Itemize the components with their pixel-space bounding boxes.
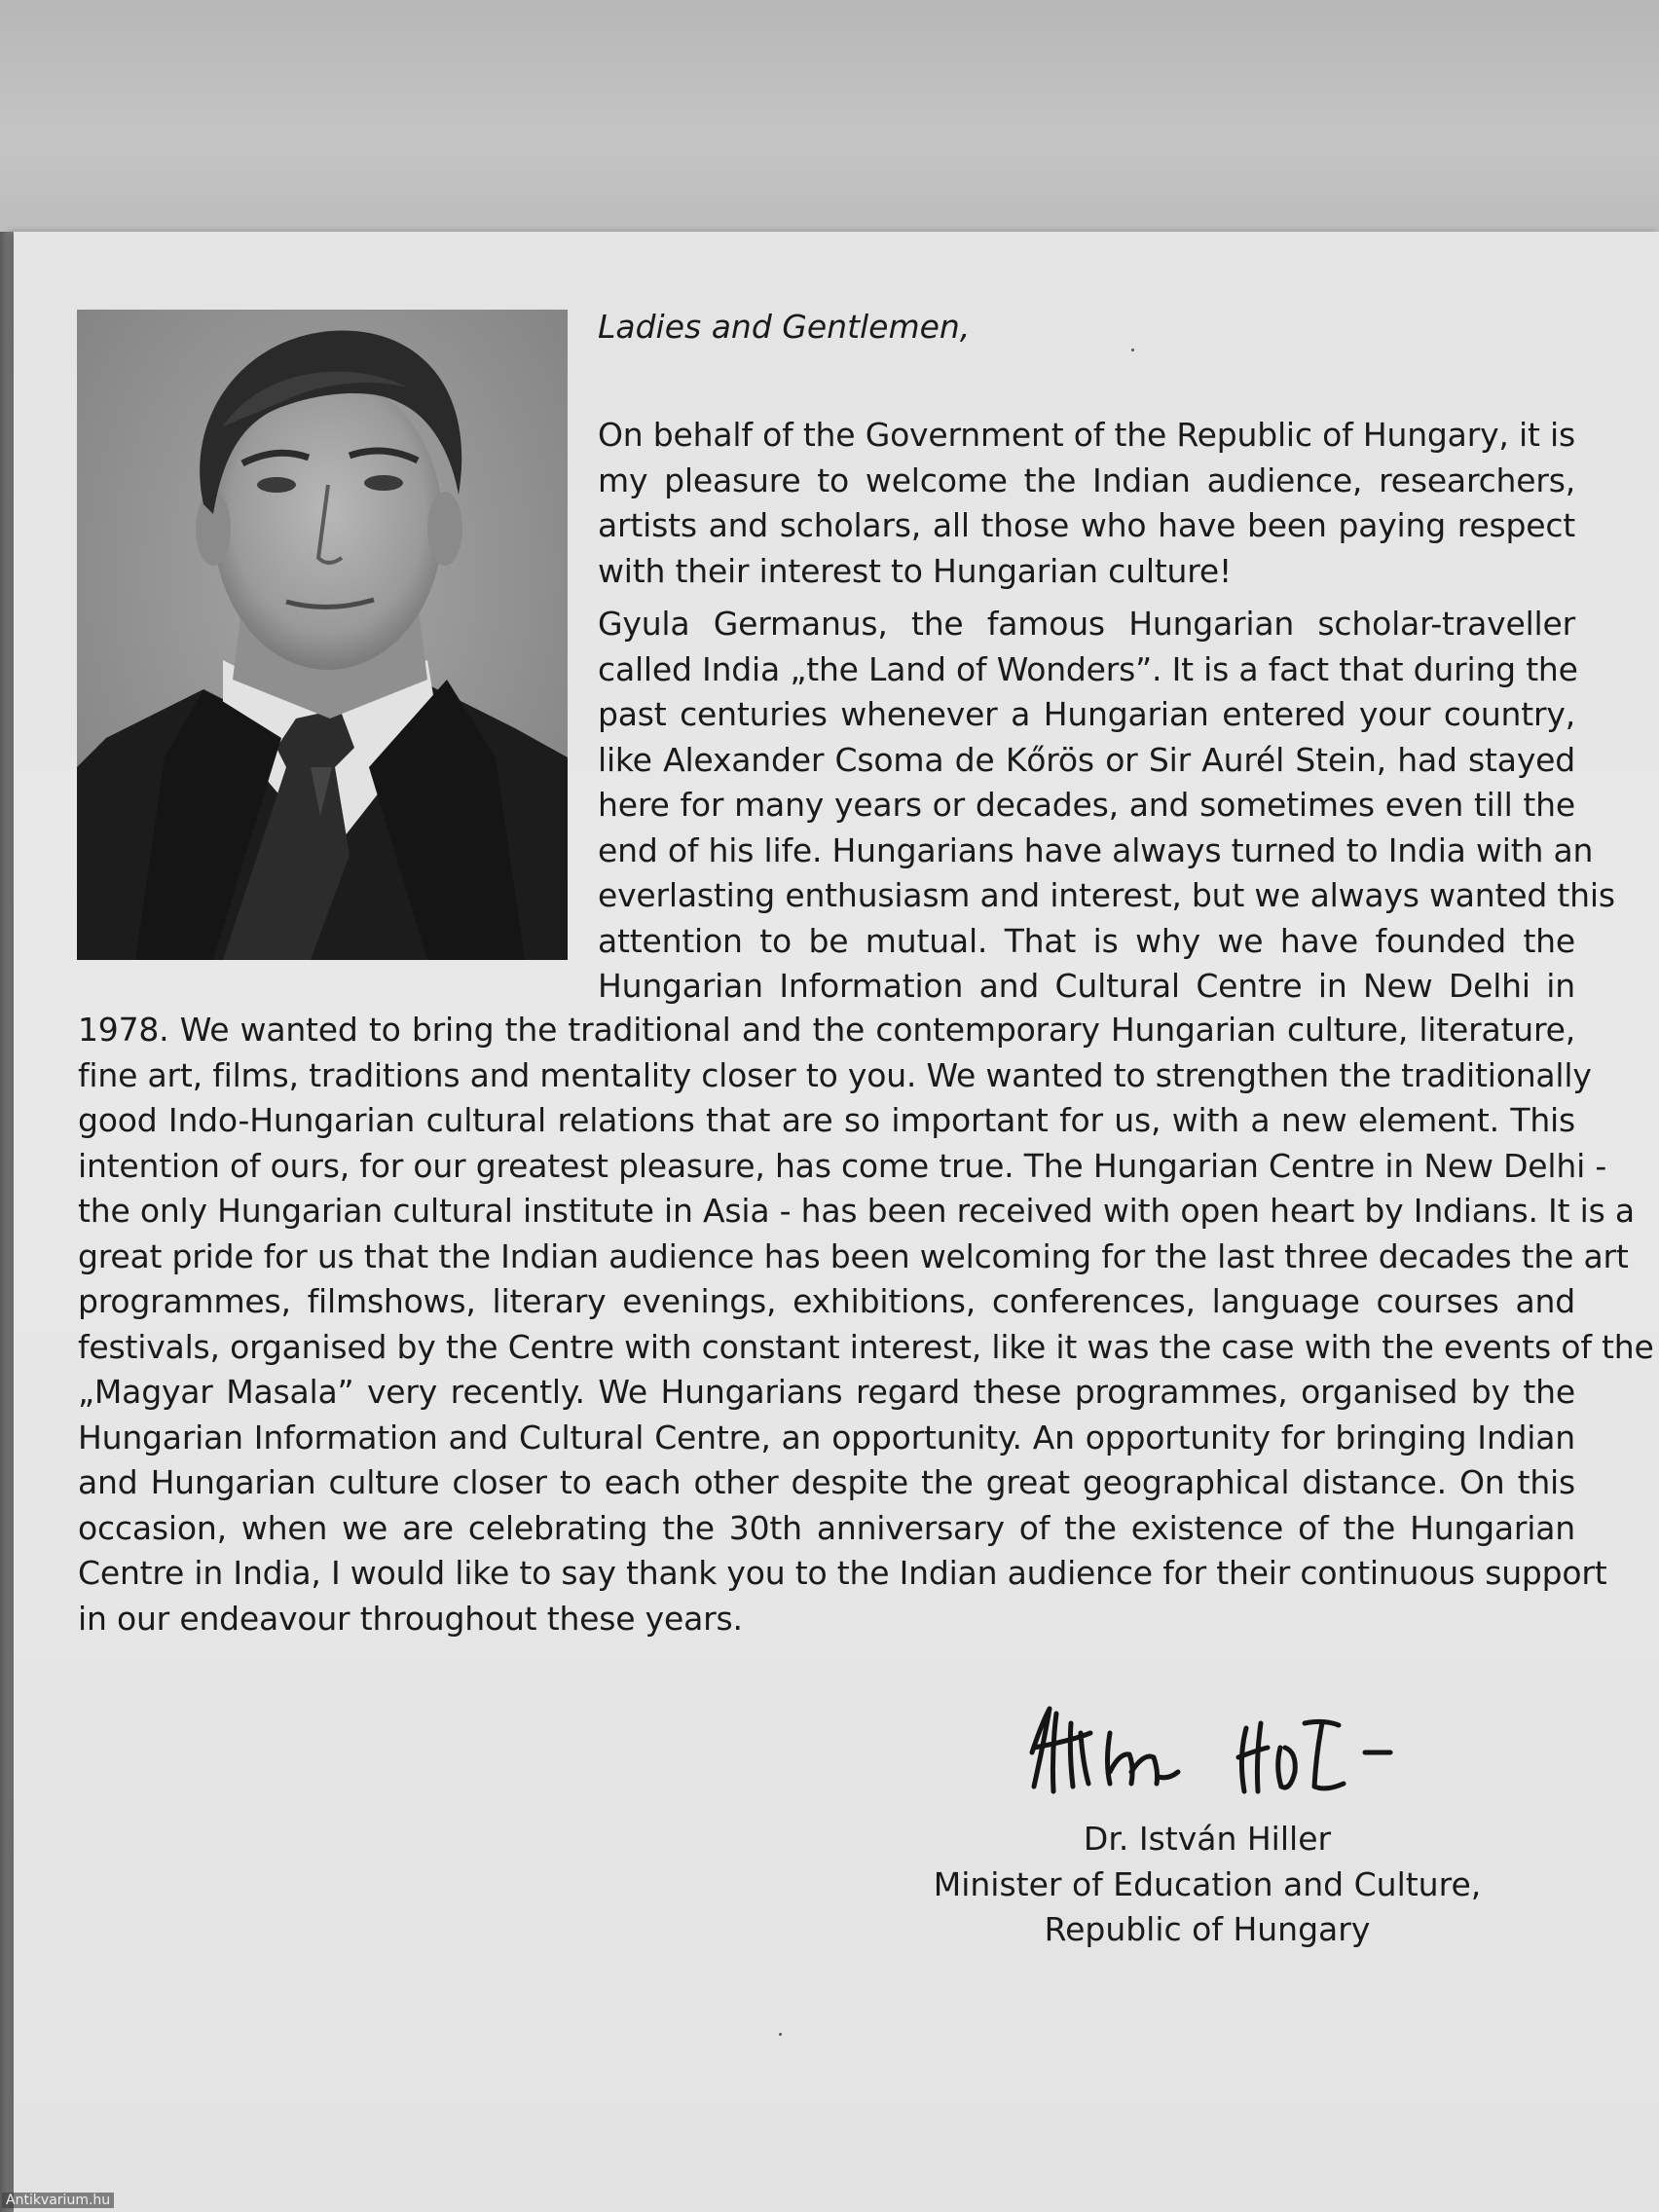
text-line: everlasting enthusiasm and interest, but we always wanted this: [598, 876, 1615, 914]
watermark: Antikvarium.hu: [2, 2193, 114, 2208]
text-line: „Magyar Masala” very recently. We Hungarians regard these programmes, organised by the: [78, 1373, 1575, 1411]
text-line: 1978. We wanted to bring the traditional and the contemporary Hungarian culture, literature,: [78, 1011, 1575, 1049]
text-line: called India „the Land of Wonders”. It is a fact that during the: [598, 649, 1578, 688]
text-line: Hungarian Information and Cultural Centre in New Delhi in: [598, 967, 1575, 1005]
paragraph-2: [598, 602, 1615, 1010]
text-line: occasion, when we are celebrating the 30th anniversary of the existence of the Hungarian: [78, 1508, 1575, 1547]
text-line: intention of ours, for our greatest pleasure, has come true. The Hungarian Centre in New Delhi -: [78, 1146, 1607, 1185]
text-line: like Alexander Csoma de Kőrös or Sir Aurél Stein, had stayed: [598, 740, 1575, 779]
book-spine-edge: [0, 232, 14, 2212]
text-line: end of his life. Hungarians have always turned to India with an: [598, 830, 1594, 869]
text-line: festivals, organised by the Centre with constant interest, like it was the case with the events of the: [78, 1327, 1654, 1366]
paper-speck: [1131, 349, 1134, 351]
signature-block: [866, 1817, 1548, 1953]
salutation: Ladies and Gentlemen,: [598, 308, 971, 346]
text-line: the only Hungarian cultural institute in Asia - has been received with open heart by Indians. It is a: [78, 1192, 1635, 1230]
text-line: here for many years or decades, and sometimes even till the: [598, 786, 1575, 824]
text-line: my pleasure to welcome the Indian audience, researchers,: [598, 461, 1575, 499]
text-line: Hungarian Information and Cultural Centre, an opportunity. An opportunity for bringing Indian: [78, 1418, 1575, 1456]
text-line: great pride for us that the Indian audience has been welcoming for the last three decades the art: [78, 1236, 1629, 1275]
handwritten-signature: [1013, 1694, 1441, 1811]
text-line: with their interest to Hungarian culture!: [598, 551, 1233, 590]
text-line: attention to be mutual. That is why we have founded the: [598, 921, 1575, 960]
text-line: programmes, filmshows, literary evenings, exhibitions, conferences, language courses and: [78, 1282, 1575, 1320]
text-line: and Hungarian culture closer to each other despite the great geographical distance. On this: [78, 1463, 1575, 1501]
text-line: Gyula Germanus, the famous Hungarian scholar-traveller: [598, 605, 1575, 643]
text-line: in our endeavour throughout these years.: [78, 1599, 743, 1638]
signatory-name: Dr. István Hiller: [1083, 1820, 1332, 1858]
paragraph-3: [78, 1008, 1654, 1641]
text-line: artists and scholars, all those who have been paying respect: [598, 506, 1575, 544]
text-line: fine art, films, traditions and mentality closer to you. We wanted to strengthen the traditionally: [78, 1055, 1592, 1094]
text-line: good Indo-Hungarian cultural relations that are so important for us, with a new element. This: [78, 1101, 1575, 1139]
portrait-photo: [77, 310, 568, 960]
signatory-title: Minister of Education and Culture,: [933, 1864, 1482, 1903]
signatory-country: Republic of Hungary: [1044, 1910, 1371, 1948]
text-line: Centre in India, I would like to say thank you to the Indian audience for their continuous support: [78, 1554, 1607, 1592]
backdrop: [0, 0, 1659, 234]
paragraph-1: [598, 413, 1575, 594]
text-line: past centuries whenever a Hungarian entered your country,: [598, 695, 1575, 733]
paper-speck: [779, 2033, 782, 2036]
text-line: On behalf of the Government of the Republic of Hungary, it is: [598, 416, 1575, 454]
